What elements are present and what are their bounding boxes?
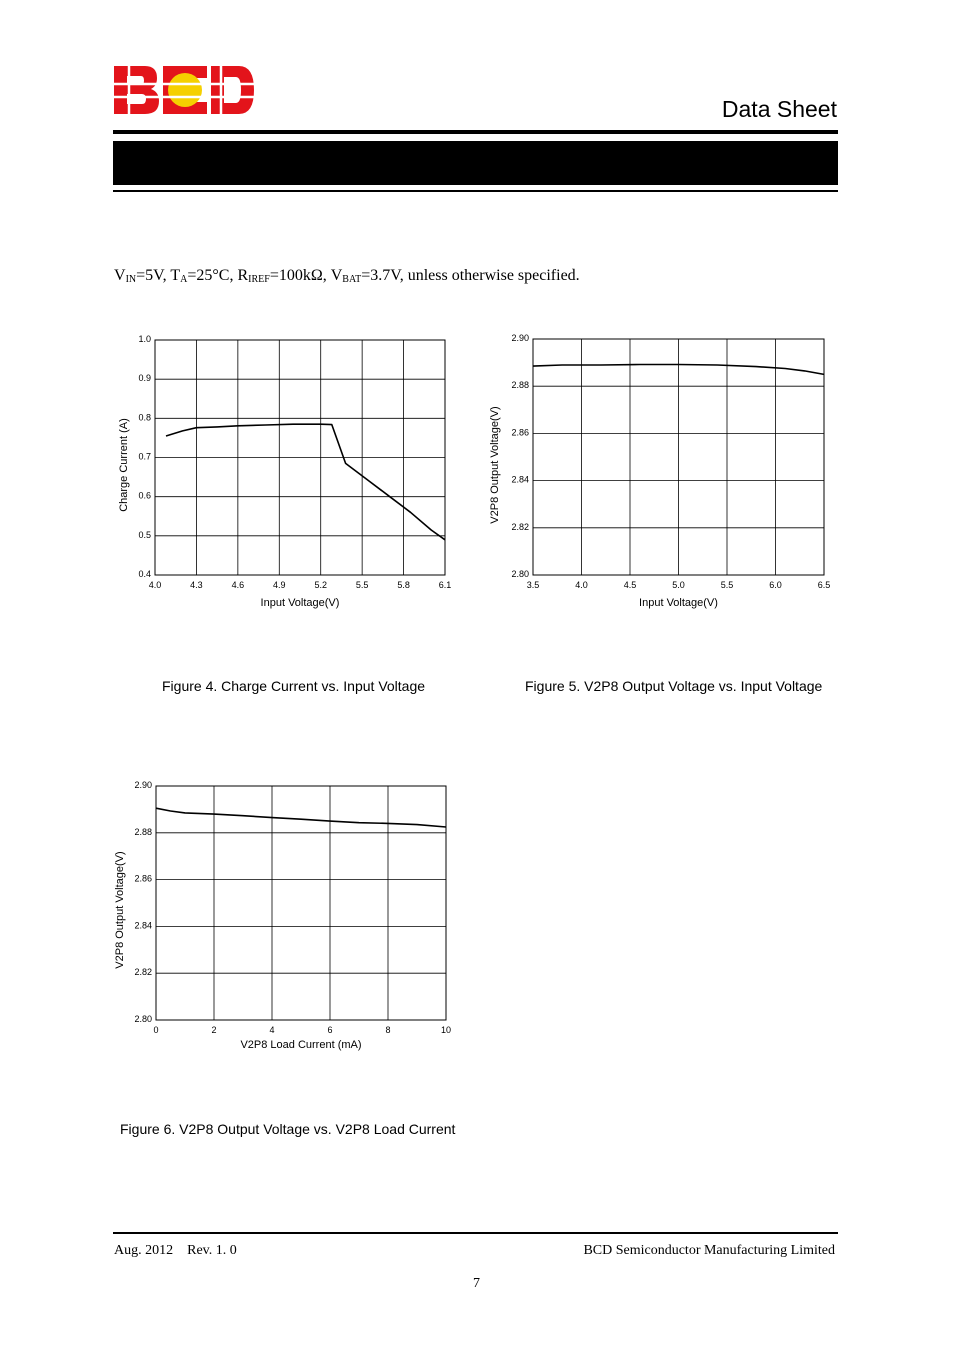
doc-type: Data Sheet [721, 96, 837, 122]
y-tick-label: 2.86 [511, 427, 529, 438]
y-tick-label: 2.82 [511, 521, 529, 532]
x-tick-label: 5.8 [397, 580, 410, 590]
y-tick-label: 0.6 [138, 490, 151, 501]
y-axis-label: V2P8 Output Voltage(V) [489, 406, 501, 524]
y-tick-label: 2.84 [134, 920, 152, 931]
x-tick-label: 8 [385, 1025, 391, 1035]
chart-4-group [118, 334, 451, 609]
y-tick-label: 1.0 [138, 334, 151, 344]
series-line [156, 808, 446, 827]
y-tick-label: 2.88 [134, 826, 152, 837]
x-tick-label: 3.5 [526, 580, 540, 590]
x-tick-label: 4.0 [575, 580, 588, 590]
y-tick-label: 0.7 [138, 451, 151, 462]
test-conditions: $V_{IN}=5V$, $T_A=25^\circ C$, $R_{IREF}=100k\Omega$, $V_{BAT}=3.7V$, unless otherwise specified. [114, 267, 580, 285]
x-tick-label: 10 [440, 1025, 452, 1035]
x-tick-label: 6.0 [769, 580, 782, 590]
x-axis-label: V2P8 Load Current (mA) [240, 1039, 362, 1051]
y-tick-label: 2.80 [134, 1014, 152, 1024]
y-tick-label: 2.84 [511, 474, 529, 485]
x-tick-label: 4 [269, 1025, 275, 1035]
x-tick-label: 4.5 [623, 580, 637, 590]
footer-rule [113, 1232, 838, 1234]
footer-date-revision: Aug. 2012 Rev. 1. 0 [114, 1243, 237, 1258]
y-tick-label: 2.82 [134, 967, 152, 978]
figure-6-caption: Figure 6. V2P8 Output Voltage vs. V2P8 Load Current [120, 1121, 456, 1137]
y-tick-label: 2.90 [134, 780, 152, 790]
y-tick-label: 0.9 [138, 373, 151, 384]
y-tick-label: 2.86 [134, 873, 152, 884]
x-tick-label: 4.9 [273, 580, 286, 590]
x-tick-label: 0 [153, 1025, 159, 1035]
x-tick-label: 5.0 [672, 580, 685, 590]
page-number: 7 [473, 1276, 480, 1291]
x-tick-label: 4.6 [231, 580, 245, 590]
y-axis-label: V2P8 Output Voltage(V) [114, 851, 126, 969]
x-tick-label: 5.5 [720, 580, 734, 590]
y-tick-label: 2.88 [511, 380, 529, 391]
chart-5-group [489, 333, 830, 609]
y-tick-label: 2.80 [511, 569, 529, 579]
y-tick-label: 0.8 [138, 412, 151, 423]
x-tick-label: 6.5 [817, 580, 831, 590]
footer-company: BCD Semiconductor Manufacturing Limited [583, 1243, 835, 1258]
figure-4-caption: Figure 4. Charge Current vs. Input Voltage [162, 678, 426, 694]
figure-5-caption: Figure 5. V2P8 Output Voltage vs. Input Voltage [525, 678, 823, 694]
chart-6-group [114, 780, 451, 1051]
y-axis-label: Charge Current (A) [118, 418, 130, 512]
x-tick-label: 4.3 [190, 580, 203, 590]
x-tick-label: 4.0 [148, 580, 162, 590]
x-axis-label: Input Voltage(V) [639, 597, 718, 609]
x-tick-label: 5.2 [314, 580, 327, 590]
plot-frame [156, 786, 446, 1020]
series-line [166, 424, 445, 540]
y-tick-label: 0.5 [138, 529, 151, 540]
x-tick-label: 2 [211, 1025, 217, 1035]
x-tick-label: 6.1 [438, 580, 452, 590]
x-tick-label: 6 [327, 1025, 333, 1035]
y-tick-label: 0.4 [138, 569, 151, 579]
y-tick-label: 2.90 [511, 333, 529, 343]
x-axis-label: Input Voltage(V) [260, 597, 340, 609]
x-tick-label: 5.5 [355, 580, 369, 590]
